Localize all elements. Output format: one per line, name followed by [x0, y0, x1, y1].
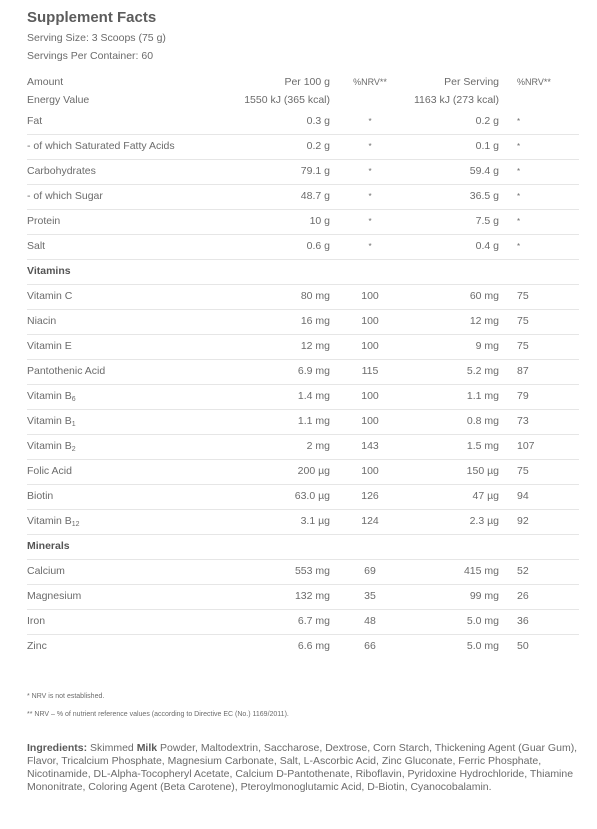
mineral-nrv-per100: 35: [364, 590, 376, 602]
nutrient-name: Calcium: [27, 565, 65, 577]
nutrient-name: Vitamin B: [27, 515, 72, 527]
nutrient-per100: 10 g: [309, 215, 330, 227]
nutrient-name: Vitamin C: [27, 290, 73, 302]
vitamin-label: [27, 509, 80, 534]
nutrient-nrv-per100: *: [368, 217, 372, 226]
nutrient-name: Salt: [27, 240, 46, 252]
nutrient-nrv-serving: *: [517, 217, 521, 226]
nutrient-nrv-serving: *: [517, 117, 521, 126]
nutrient-per100: 0.6 g: [306, 240, 330, 252]
mineral-label: [27, 584, 81, 609]
nutrient-label: [27, 184, 103, 209]
vitamin-nrv-serving: 75: [517, 315, 529, 327]
vitamin-per-serving: 1.1 mg: [466, 390, 499, 402]
vitamin-nrv-per100: 100: [361, 340, 379, 352]
mineral-row: [27, 609, 579, 635]
nutrient-subscript: 1: [71, 421, 76, 428]
vitamin-row: [27, 484, 579, 510]
nutrient-label: [27, 159, 96, 184]
nutrient-name: Vitamin B: [27, 440, 72, 452]
vitamin-label: [27, 384, 76, 409]
nutrient-row: [27, 134, 579, 160]
nutrient-name: Folic Acid: [27, 465, 72, 477]
vitamin-per-serving: 1.5 mg: [466, 440, 499, 452]
vitamin-row: [27, 459, 579, 485]
vitamin-label: [27, 284, 72, 309]
nutrient-per100: 0.2 g: [306, 140, 330, 152]
nutrient-row: [27, 184, 579, 210]
ingredients-milk: Milk: [136, 742, 158, 754]
mineral-nrv-serving: 26: [517, 590, 529, 602]
mineral-per-serving: 5.0 mg: [466, 615, 499, 627]
vitamin-row: [27, 434, 579, 460]
mineral-row: [27, 584, 579, 610]
nutrient-nrv-serving: *: [517, 142, 521, 151]
vitamin-per-serving: 12 mg: [469, 315, 499, 327]
mineral-per-serving: 5.0 mg: [466, 640, 499, 652]
vitamin-nrv-per100: 124: [361, 515, 379, 527]
vitamin-per-serving: 60 mg: [469, 290, 499, 302]
vitamin-nrv-serving: 107: [517, 440, 535, 452]
mineral-per-serving: 415 mg: [463, 565, 499, 577]
mineral-per100: 132 mg: [294, 590, 330, 602]
vitamin-label: [27, 434, 76, 459]
nutrient-name: - of which Sugar: [27, 190, 103, 202]
vitamin-label: [27, 459, 72, 484]
vitamin-nrv-serving: 75: [517, 290, 529, 302]
vitamins-heading-label: Vitamins: [27, 265, 71, 277]
mineral-row: [27, 559, 579, 585]
serving-size: Serving Size: 3 Scoops (75 g): [27, 32, 166, 44]
nutrient-nrv-per100: *: [368, 242, 372, 251]
vitamin-nrv-serving: 75: [517, 340, 529, 352]
nutrient-name: - of which Saturated Fatty Acids: [27, 140, 175, 152]
nutrient-nrv-per100: *: [368, 142, 372, 151]
vitamin-per100: 63.0 µg: [294, 490, 330, 502]
mineral-per-serving: 99 mg: [469, 590, 499, 602]
vitamin-nrv-serving: 87: [517, 365, 529, 377]
ingredients-after: Powder, Maltodextrin, Saccharose, Dextrose, Corn Starch, Thickening Agent (Guar Gum), Flavor, Tricalcium Phosphate, Magnesium Carbonate, Salt, L-Ascorbic Acid, Zinc Gluconate, Ferric Phosphate, Nicotinamide, DL-Alpha-Tocopheryl Acetate, Calcium D-Pantothenate, Riboflavin, Pyridoxine Hydrochloride, Thiamine Mononitrate, Coloring Agent (Beta Carotene), Pteroylmonoglutamic Acid, D-Biotin, Cyanocobalamin.: [27, 742, 578, 793]
vitamin-row: [27, 509, 579, 535]
nutrient-per-serving: 0.1 g: [475, 140, 499, 152]
vitamin-row: [27, 409, 579, 435]
vitamin-per100: 2 mg: [306, 440, 330, 452]
nutrient-name: Vitamin B: [27, 390, 72, 402]
nutrient-nrv-serving: *: [517, 242, 521, 251]
mineral-per100: 6.7 mg: [297, 615, 330, 627]
vitamin-nrv-per100: 143: [361, 440, 379, 452]
footnote-nrv-not-established: * NRV is not established.: [27, 693, 105, 700]
nutrient-per-serving: 0.2 g: [475, 115, 499, 127]
nutrient-name: Vitamin E: [27, 340, 72, 352]
header-nrv-per100: %NRV**: [353, 77, 387, 87]
energy-per-serving: 1163 kJ (273 kcal): [413, 94, 499, 106]
energy-label: Energy Value: [27, 94, 90, 106]
vitamin-per100: 12 mg: [300, 340, 330, 352]
header-per100: Per 100 g: [284, 76, 330, 88]
vitamin-nrv-per100: 126: [361, 490, 379, 502]
vitamin-nrv-per100: 100: [361, 290, 379, 302]
servings-per-container: Servings Per Container: 60: [27, 50, 154, 62]
vitamin-row: [27, 334, 579, 360]
vitamin-nrv-per100: 100: [361, 390, 379, 402]
vitamin-nrv-per100: 115: [361, 365, 379, 377]
vitamin-per100: 3.1 µg: [300, 515, 330, 527]
mineral-nrv-serving: 36: [517, 615, 529, 627]
nutrient-name: Protein: [27, 215, 61, 227]
vitamin-nrv-serving: 92: [517, 515, 529, 527]
mineral-label: [27, 609, 45, 634]
energy-per100: 1550 kJ (365 kcal): [244, 94, 330, 106]
mineral-row: [27, 634, 579, 659]
nutrient-nrv-per100: *: [368, 167, 372, 176]
header-per-serving: Per Serving: [444, 76, 499, 88]
nutrient-label: [27, 109, 42, 134]
nutrient-nrv-per100: *: [368, 117, 372, 126]
nutrient-per-serving: 7.5 g: [475, 215, 499, 227]
vitamin-nrv-per100: 100: [361, 415, 379, 427]
vitamin-row: [27, 384, 579, 410]
nutrient-per-serving: 59.4 g: [469, 165, 499, 177]
vitamin-label: [27, 334, 72, 359]
nutrient-nrv-serving: *: [517, 167, 521, 176]
nutrient-name: Fat: [27, 115, 43, 127]
nutrient-subscript: 12: [71, 521, 80, 528]
vitamin-per100: 1.4 mg: [297, 390, 330, 402]
nutrient-name: Iron: [27, 615, 46, 627]
mineral-label: [27, 634, 47, 659]
vitamin-per-serving: 2.3 µg: [469, 515, 499, 527]
vitamin-per100: 80 mg: [300, 290, 330, 302]
nutrient-subscript: 2: [71, 446, 76, 453]
vitamin-row: [27, 359, 579, 385]
mineral-nrv-per100: 69: [364, 565, 376, 577]
minerals-heading-label: Minerals: [27, 540, 70, 552]
mineral-nrv-serving: 50: [517, 640, 529, 652]
ingredients-text: [27, 742, 587, 794]
nutrient-per-serving: 0.4 g: [475, 240, 499, 252]
ingredients-label: Ingredients:: [27, 742, 88, 754]
nutrient-per100: 0.3 g: [306, 115, 330, 127]
mineral-per100: 6.6 mg: [297, 640, 330, 652]
vitamin-per-serving: 47 µg: [472, 490, 499, 502]
mineral-per100: 553 mg: [294, 565, 330, 577]
nutrient-per100: 79.1 g: [300, 165, 330, 177]
footnote-nrv-definition: ** NRV – % of nutrient reference values (according to Directive EC (No.) 1169/2011).: [27, 711, 289, 718]
vitamins-heading: [27, 259, 579, 285]
nutrient-label: [27, 134, 175, 159]
nutrient-name: Vitamin B: [27, 415, 72, 427]
nutrient-name: Carbohydrates: [27, 165, 96, 177]
vitamin-label: [27, 409, 76, 434]
nutrient-name: Magnesium: [27, 590, 82, 602]
vitamin-per-serving: 0.8 mg: [466, 415, 499, 427]
nutrient-nrv-serving: *: [517, 192, 521, 201]
ingredients-before: Skimmed: [87, 742, 137, 754]
nutrient-name: Pantothenic Acid: [27, 365, 106, 377]
nutrient-name: Biotin: [27, 490, 54, 502]
page-title: Supplement Facts: [27, 9, 157, 26]
minerals-heading: [27, 534, 579, 560]
vitamin-per100: 6.9 mg: [297, 365, 330, 377]
vitamin-nrv-per100: 100: [361, 315, 379, 327]
vitamin-nrv-per100: 100: [361, 465, 379, 477]
vitamin-nrv-serving: 94: [517, 490, 529, 502]
vitamin-per100: 200 µg: [297, 465, 330, 477]
nutrient-per-serving: 36.5 g: [469, 190, 499, 202]
nutrient-label: [27, 209, 60, 234]
nutrient-label: [27, 234, 45, 259]
nutrient-name: Zinc: [27, 640, 47, 652]
vitamin-per-serving: 5.2 mg: [466, 365, 499, 377]
nutrient-row: [27, 209, 579, 235]
vitamin-nrv-serving: 73: [517, 415, 529, 427]
nutrient-nrv-per100: *: [368, 192, 372, 201]
header-amount: Amount: [27, 76, 64, 88]
vitamin-per100: 1.1 mg: [297, 415, 330, 427]
vitamin-label: [27, 309, 56, 334]
vitamin-per-serving: 9 mg: [475, 340, 499, 352]
vitamin-row: [27, 309, 579, 335]
vitamin-nrv-serving: 79: [517, 390, 529, 402]
mineral-nrv-serving: 52: [517, 565, 529, 577]
mineral-nrv-per100: 48: [364, 615, 376, 627]
mineral-nrv-per100: 66: [364, 640, 376, 652]
nutrient-row: [27, 234, 579, 260]
vitamin-per100: 16 mg: [300, 315, 330, 327]
header-nrv-serving: %NRV**: [517, 77, 551, 87]
nutrient-name: Niacin: [27, 315, 57, 327]
nutrient-subscript: 6: [71, 396, 76, 403]
vitamin-per-serving: 150 µg: [466, 465, 499, 477]
vitamin-row: [27, 284, 579, 310]
vitamin-label: [27, 484, 53, 509]
mineral-label: [27, 559, 65, 584]
vitamin-nrv-serving: 75: [517, 465, 529, 477]
nutrient-row: [27, 159, 579, 185]
vitamin-label: [27, 359, 105, 384]
nutrient-row: [27, 109, 579, 135]
nutrient-per100: 48.7 g: [300, 190, 330, 202]
